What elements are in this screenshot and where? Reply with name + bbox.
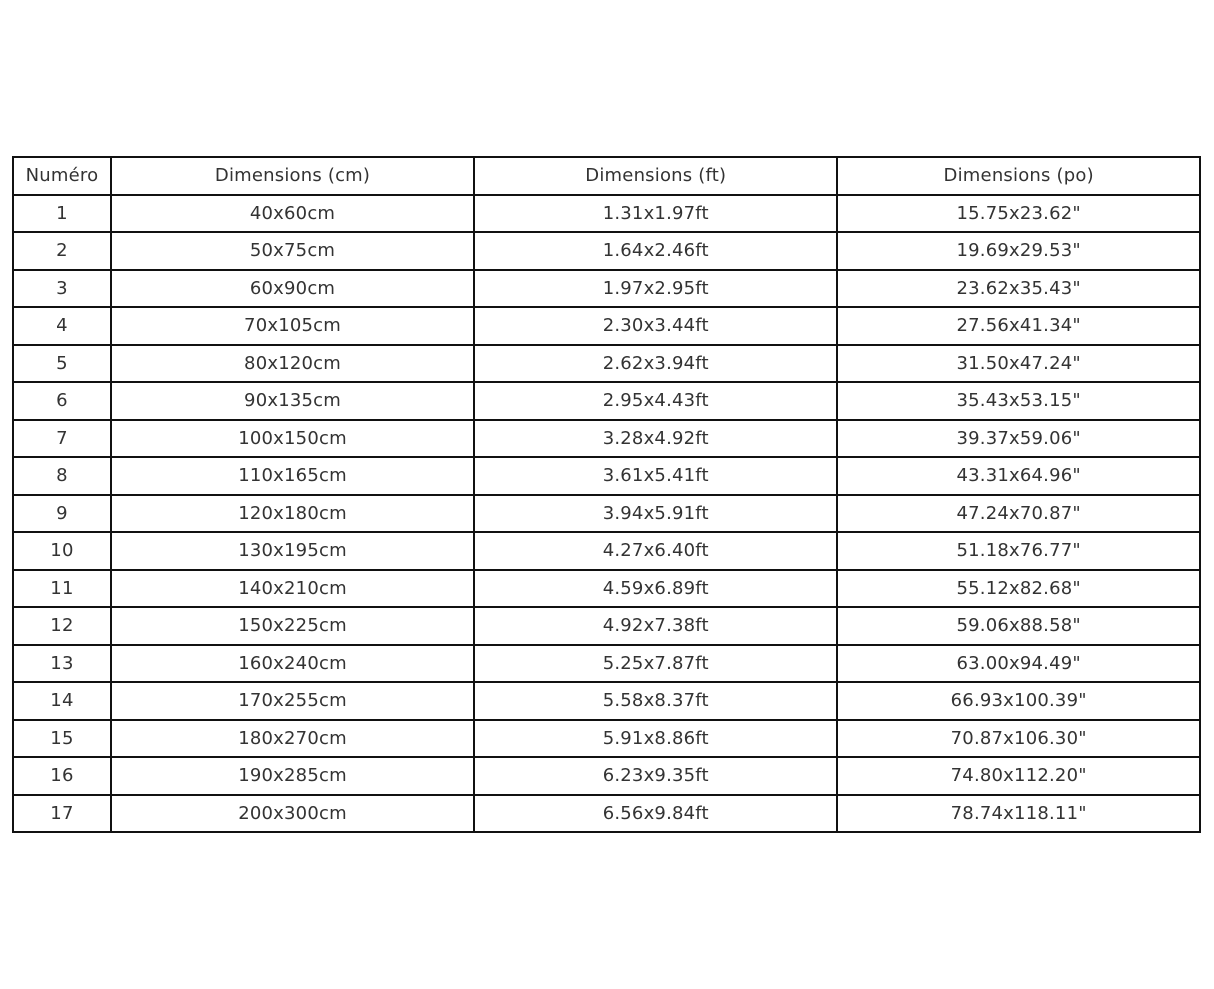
table-row — [13, 270, 1200, 308]
table-cell: 6 — [13, 382, 111, 420]
table-cell: 16 — [13, 757, 111, 795]
table-cell: 40x60cm — [111, 195, 474, 233]
table-cell: 15.75x23.62" — [837, 195, 1200, 233]
table-cell: 140x210cm — [111, 570, 474, 608]
table-cell: 5.91x8.86ft — [474, 720, 837, 758]
table-row — [13, 532, 1200, 570]
table-cell: 2.30x3.44ft — [474, 307, 837, 345]
table-cell: 160x240cm — [111, 645, 474, 683]
table-row — [13, 645, 1200, 683]
table-cell: 6.56x9.84ft — [474, 795, 837, 833]
table-row — [13, 795, 1200, 833]
column-header: Dimensions (po) — [837, 157, 1200, 195]
table-cell: 50x75cm — [111, 232, 474, 270]
table-cell: 19.69x29.53" — [837, 232, 1200, 270]
table-cell: 190x285cm — [111, 757, 474, 795]
table-cell: 110x165cm — [111, 457, 474, 495]
table-cell: 3.28x4.92ft — [474, 420, 837, 458]
table-cell: 31.50x47.24" — [837, 345, 1200, 383]
table-cell: 47.24x70.87" — [837, 495, 1200, 533]
table-cell: 78.74x118.11" — [837, 795, 1200, 833]
column-header: Dimensions (ft) — [474, 157, 837, 195]
table-cell: 130x195cm — [111, 532, 474, 570]
table-cell: 74.80x112.20" — [837, 757, 1200, 795]
table-cell: 80x120cm — [111, 345, 474, 383]
table-row — [13, 757, 1200, 795]
table-row — [13, 720, 1200, 758]
table-cell: 3 — [13, 270, 111, 308]
table-row — [13, 307, 1200, 345]
table-cell: 35.43x53.15" — [837, 382, 1200, 420]
table-cell: 27.56x41.34" — [837, 307, 1200, 345]
table-row — [13, 195, 1200, 233]
table-cell: 90x135cm — [111, 382, 474, 420]
table-cell: 11 — [13, 570, 111, 608]
table-row — [13, 495, 1200, 533]
table-cell: 70x105cm — [111, 307, 474, 345]
table-cell: 5.25x7.87ft — [474, 645, 837, 683]
table-cell: 2.62x3.94ft — [474, 345, 837, 383]
table-cell: 10 — [13, 532, 111, 570]
table-cell: 66.93x100.39" — [837, 682, 1200, 720]
column-header: Dimensions (cm) — [111, 157, 474, 195]
table-cell: 3.61x5.41ft — [474, 457, 837, 495]
table-cell: 1.97x2.95ft — [474, 270, 837, 308]
table-cell: 51.18x76.77" — [837, 532, 1200, 570]
table-cell: 39.37x59.06" — [837, 420, 1200, 458]
table-cell: 2.95x4.43ft — [474, 382, 837, 420]
table-cell: 60x90cm — [111, 270, 474, 308]
table-cell: 170x255cm — [111, 682, 474, 720]
table-cell: 2 — [13, 232, 111, 270]
table-cell: 200x300cm — [111, 795, 474, 833]
table-row — [13, 345, 1200, 383]
table-row — [13, 232, 1200, 270]
table-cell: 23.62x35.43" — [837, 270, 1200, 308]
table-cell: 4 — [13, 307, 111, 345]
table-row — [13, 420, 1200, 458]
table-cell: 7 — [13, 420, 111, 458]
table-cell: 63.00x94.49" — [837, 645, 1200, 683]
table-row — [13, 457, 1200, 495]
table-cell: 13 — [13, 645, 111, 683]
table-cell: 4.59x6.89ft — [474, 570, 837, 608]
column-header: Numéro — [13, 157, 111, 195]
table-cell: 43.31x64.96" — [837, 457, 1200, 495]
table-row — [13, 682, 1200, 720]
table-cell: 4.27x6.40ft — [474, 532, 837, 570]
table-cell: 120x180cm — [111, 495, 474, 533]
table-cell: 8 — [13, 457, 111, 495]
table-cell: 1 — [13, 195, 111, 233]
table-cell: 59.06x88.58" — [837, 607, 1200, 645]
table-cell: 17 — [13, 795, 111, 833]
table-row — [13, 382, 1200, 420]
table-cell: 4.92x7.38ft — [474, 607, 837, 645]
table-cell: 12 — [13, 607, 111, 645]
table-cell: 14 — [13, 682, 111, 720]
dimensions-conversion-table — [12, 156, 1201, 833]
table-cell: 70.87x106.30" — [837, 720, 1200, 758]
table-cell: 15 — [13, 720, 111, 758]
table-cell: 5 — [13, 345, 111, 383]
table-cell: 6.23x9.35ft — [474, 757, 837, 795]
table-cell: 3.94x5.91ft — [474, 495, 837, 533]
table-cell: 5.58x8.37ft — [474, 682, 837, 720]
table-header-row — [13, 157, 1200, 195]
table-row — [13, 570, 1200, 608]
table-cell: 1.64x2.46ft — [474, 232, 837, 270]
table-row — [13, 607, 1200, 645]
table-cell: 180x270cm — [111, 720, 474, 758]
table-cell: 1.31x1.97ft — [474, 195, 837, 233]
table-cell: 100x150cm — [111, 420, 474, 458]
table-cell: 55.12x82.68" — [837, 570, 1200, 608]
table-cell: 150x225cm — [111, 607, 474, 645]
table-cell: 9 — [13, 495, 111, 533]
